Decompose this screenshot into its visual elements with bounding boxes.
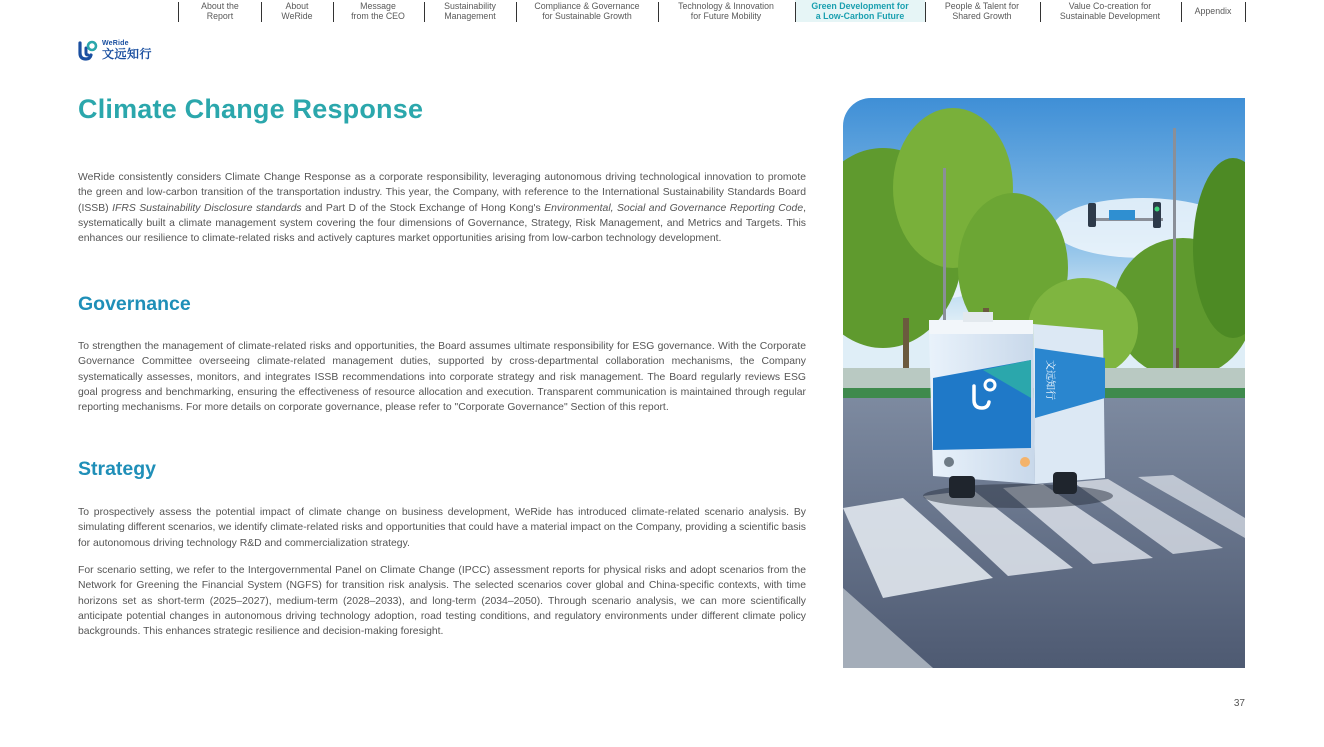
nav-divider: [333, 2, 334, 22]
nav-about-weride[interactable]: About WeRide: [281, 1, 313, 21]
page-number: 37: [1233, 698, 1245, 709]
nav-value-cocreation[interactable]: Value Co-creation for Sustainable Development: [1059, 1, 1161, 21]
strategy-paragraph-1: To prospectively assess the potential impact of climate change on business development, WeRide has introduced climate-related scenario analysis. By simulating different scenarios, we identify climate-related risks and opportunities that could have a material impact on the Company, providing a scientific basis for autonomous driving technology R&D and commercialization strategy.: [78, 507, 806, 549]
strategy-heading: Strategy: [78, 458, 157, 480]
nav-message-ceo[interactable]: Message from the CEO: [351, 1, 405, 21]
nav-divider: [1245, 2, 1246, 22]
nav-divider: [795, 2, 796, 22]
nav-divider: [1040, 2, 1041, 22]
nav-sustainability-management[interactable]: Sustainability Management: [444, 1, 496, 21]
nav-divider: [925, 2, 926, 22]
nav-divider: [424, 2, 425, 22]
nav-people-talent[interactable]: People & Talent for Shared Growth: [944, 1, 1020, 21]
van-side-label: 文远知行: [1044, 360, 1055, 400]
governance-paragraph: To strengthen the management of climate-related risks and opportunities, the Board assumes ultimate responsibility for ESG governance. With the Corporate Governance Committee overseeing climate-related management duties, supported by cross-departmental collaboration mechanisms, the Company systematically assesses, monitors, and integrates ISSB recommendations into corporate strategy and risk management. The Board regularly reviews ESG goal progress and benchmarking, ensuring the effectiveness of resource allocation and execution. Transparent communication is maintained through regular reporting mechanisms. For more details on corporate governance, please refer to "Corporate Governance" Section of this report.: [78, 341, 806, 414]
intro-paragraph: WeRide consistently considers Climate Change Response as a corporate responsibility, leveraging autonomous driving technological innovation to promote the green and low-carbon transition of the transportation industry. This year, the Company, with reference to the International Sustainability Standards Board (ISSB) IFRS Sustainability Disclosure standards and Part D of the Stock Exchange of Hong Kong's Environmental, Social and Governance Reporting Code, systematically built a climate management system covering the four dimensions of Governance, Strategy, Risk Management, and Metrics and Targets. This enhances our resilience to climate-related risks and actively captures market opportunities arising from low-carbon technology development.: [78, 172, 806, 245]
nav-appendix[interactable]: Appendix: [1194, 6, 1232, 16]
page-title: Climate Change Response: [78, 94, 424, 124]
nav-compliance-governance[interactable]: Compliance & Governance for Sustainable Growth: [534, 1, 640, 21]
nav-divider: [178, 2, 179, 22]
autonomous-vehicle-illustration: [843, 98, 1245, 668]
logo-text-cn: 文远知行: [102, 47, 153, 61]
autonomous-vehicle-photo: [843, 98, 1245, 668]
nav-green-development[interactable]: Green Development for a Low-Carbon Future: [811, 1, 909, 21]
werise-logo[interactable]: [78, 38, 158, 62]
nav-about-report[interactable]: About the Report: [201, 1, 239, 21]
nav-divider: [658, 2, 659, 22]
nav-divider: [516, 2, 517, 22]
werise-logo-icon: [78, 39, 98, 61]
nav-divider: [261, 2, 262, 22]
nav-divider: [1181, 2, 1182, 22]
logo-text-en: WeRide: [102, 40, 129, 47]
strategy-paragraph-2: For scenario setting, we refer to the Intergovernmental Panel on Climate Change (IPCC) assessment reports for physical risks and adopt scenarios from the Network for Greening the Financial System (NGFS) for transition risk analysis. The selected scenarios cover global and China-specific contexts, with time horizons set as short-term (2025–2027), medium-term (2028–2033), and long-term (2034–2050). Through scenario analysis, we can more scientifically anticipate potential changes in autonomous driving technology adoption, road testing conditions, and regulatory environments under different climate policy backgrounds. This enhances strategic resilience and decision-making foresight.: [78, 565, 806, 638]
nav-technology-innovation[interactable]: Technology & Innovation for Future Mobility: [678, 1, 774, 21]
governance-heading: Governance: [78, 293, 191, 315]
